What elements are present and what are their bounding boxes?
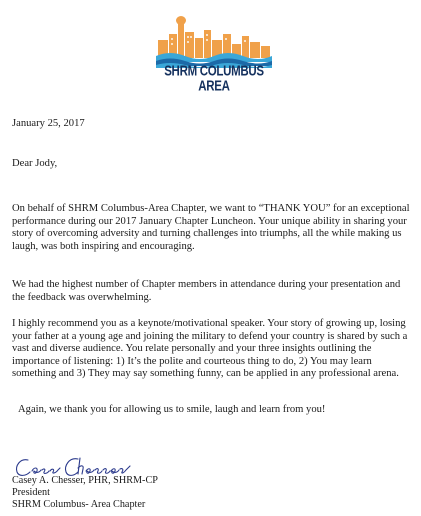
signer-organization: SHRM Columbus- Area Chapter [12,499,146,510]
signer-name: Casey A. Chesser, PHR, SHRM-CP [12,475,158,486]
paragraph-closing: Again, we thank you for allowing us to smile, laugh and learn from you! [18,404,326,415]
signer-title: President [12,487,50,498]
salutation: Dear Jody, [12,158,58,169]
skyline-graphic [156,10,272,70]
paragraph-attendance: We had the highest number of Chapter members in attendance during your presentation and the feedback was overwhelming. [12,279,401,303]
signature-block [12,475,158,511]
paragraph-thank-you: On behalf of SHRM Columbus-Area Chapter, we want to “THANK YOU” for an exceptional performance during our 2017 January Chapter Luncheon. Your unique ability in sharing your story of overcoming adversity and turning challenges into triumphs, all the while making us laugh, was both inspiring and encouraging. [12,203,410,252]
paragraph-recommendation: I highly recommend you as a keynote/motivational speaker. Your story of growing up, losing your father at a young age and joining the military to defend your country is shared by such a vast and diverse audience. You relate personally and your three insights outlining the importance of listening: 1) It’s the polite and courteous thing to do, 2) You may learn something and 3) They may say something funny, can be applied in any professional arena. [12,318,408,380]
letter-date: January 25, 2017 [12,118,85,129]
logo-wordmark: SHRM COLUMBUS AREA [164,64,264,94]
